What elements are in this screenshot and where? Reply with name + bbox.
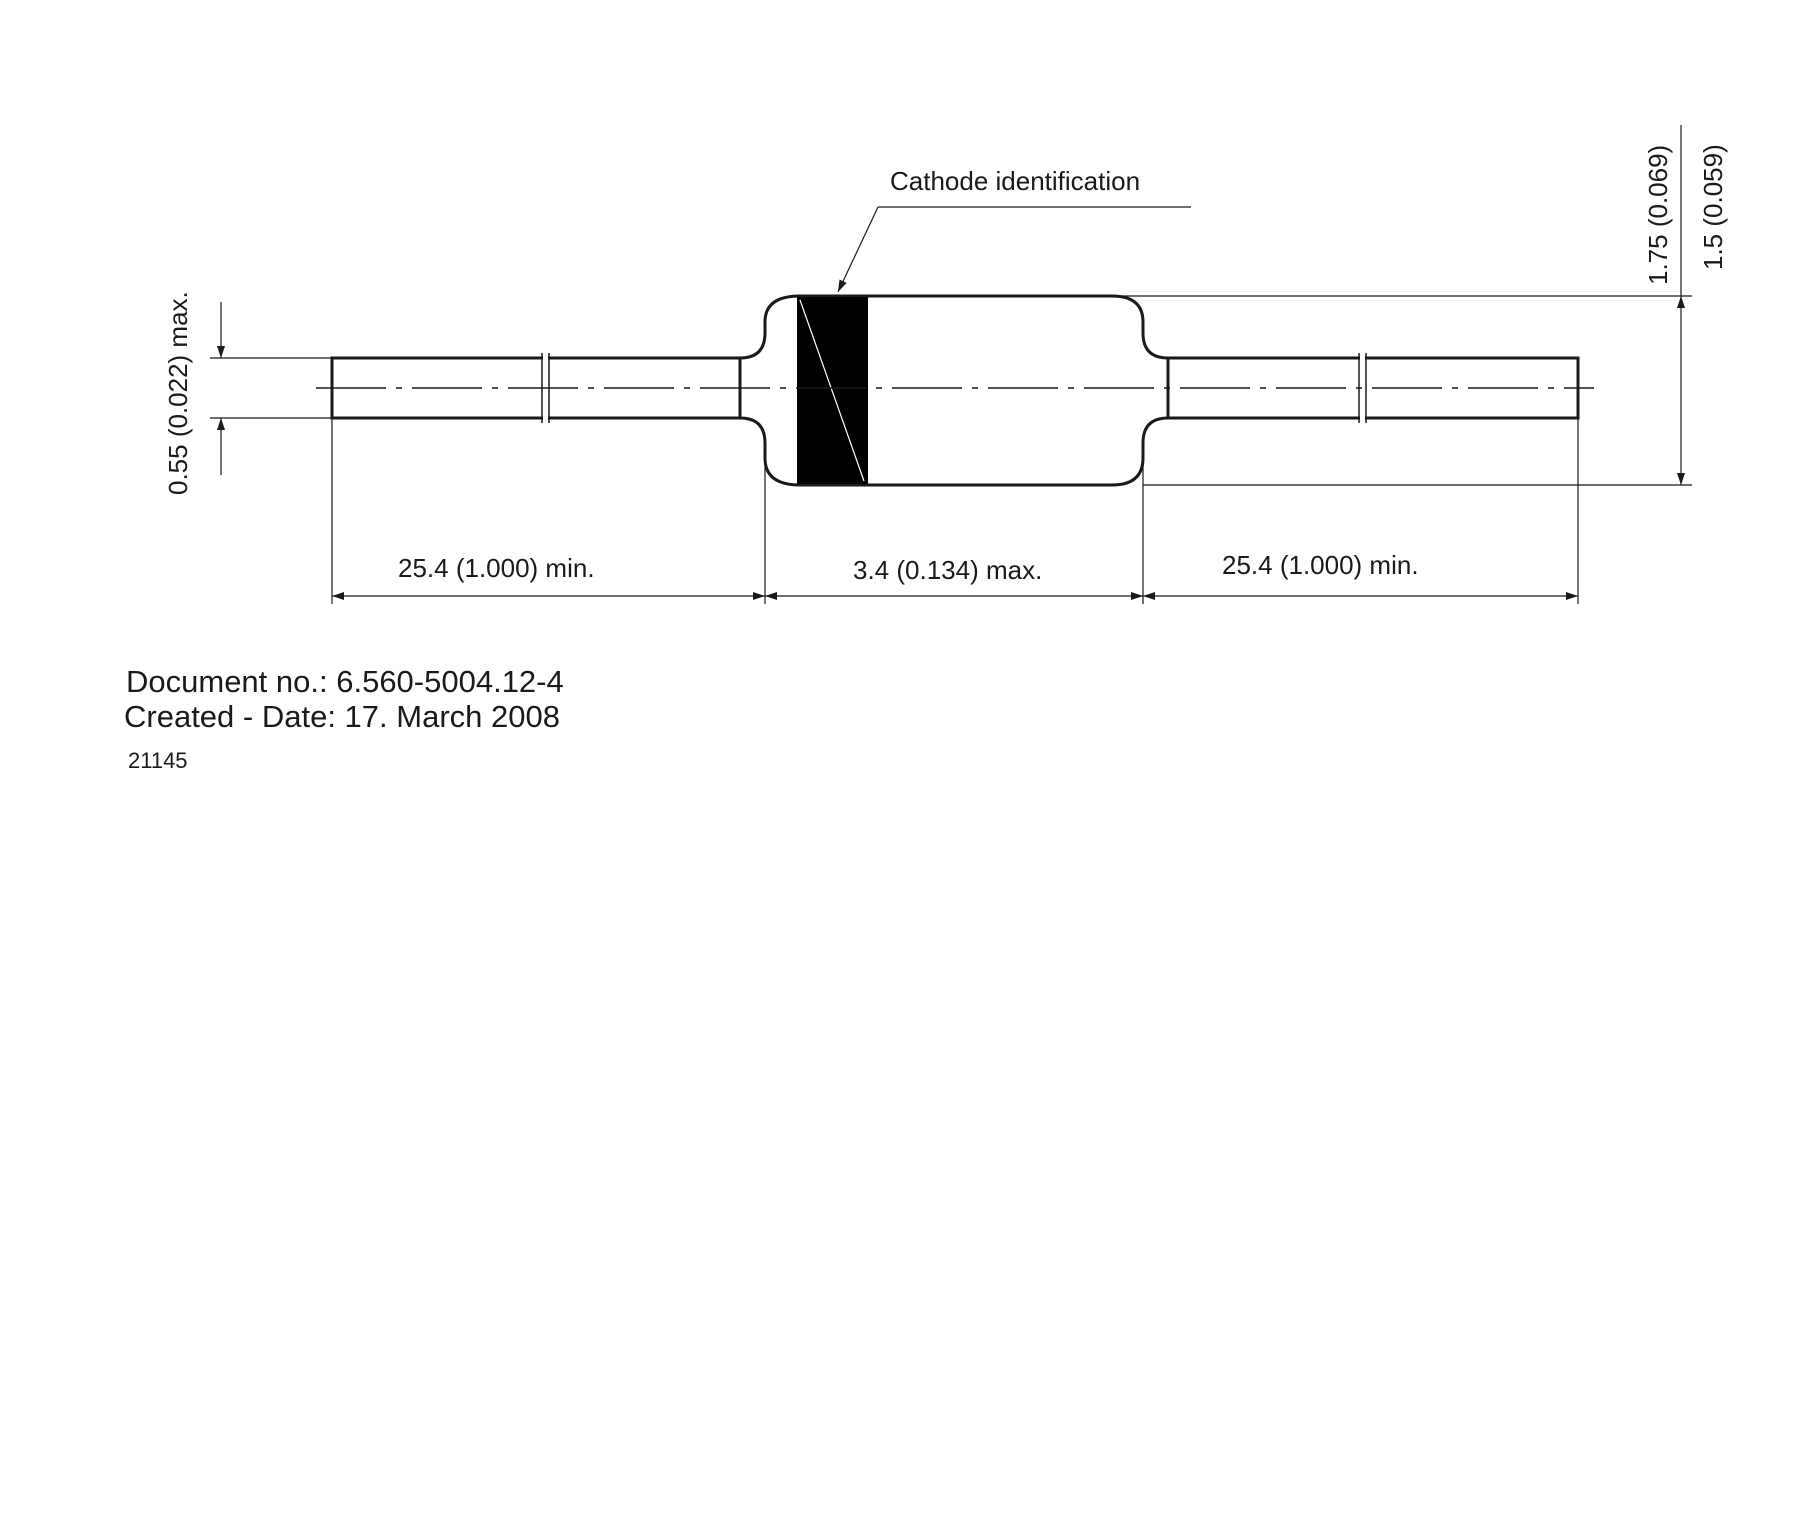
document-number: Document no.: 6.560-5004.12-4 (126, 664, 564, 699)
body-diameter-dimension (1112, 125, 1692, 485)
cathode-callout-leader (838, 207, 1191, 292)
lead-diameter-label: 0.55 (0.022) max. (163, 291, 193, 495)
drawing-code: 21145 (128, 748, 188, 773)
body-diameter-max-label: 1.75 (0.069) (1643, 144, 1673, 285)
created-date: Created - Date: 17. March 2008 (124, 699, 560, 734)
lead-length-left-label: 25.4 (1.000) min. (398, 553, 595, 583)
cathode-callout-label: Cathode identification (890, 166, 1141, 196)
lead-diameter-dimension (210, 302, 332, 475)
lead-length-right-label: 25.4 (1.000) min. (1222, 550, 1419, 580)
body-diameter-min-label: 1.5 (0.059) (1698, 144, 1728, 270)
body-length-label: 3.4 (0.134) max. (853, 555, 1043, 585)
